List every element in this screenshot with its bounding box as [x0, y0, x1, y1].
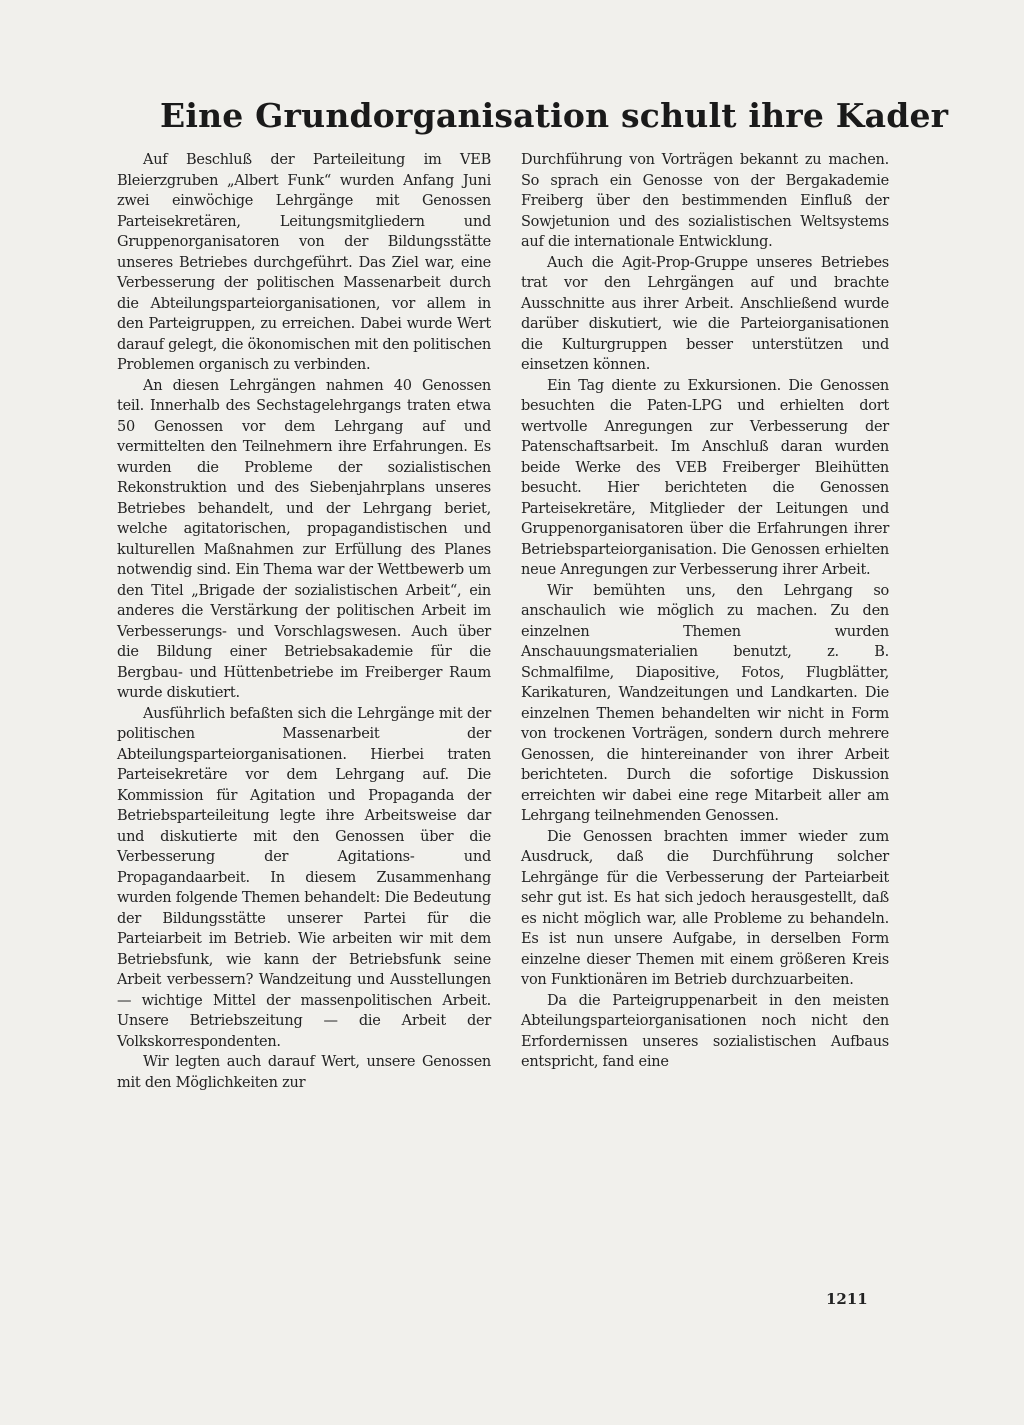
paragraph: Ausführlich befaßten sich die Lehrgänge mit der politischen Massenarbeit der Abteilungsparteiorganisationen. Hierbei traten Parteisekretäre vor dem Lehrgang auf. Die Kommission für Agitation und Propaganda der Betriebsparteileitung legte ihre Arbeitsweise dar und diskutierte mit den Genossen über die Verbesserung der Agitations- und Propagandaarbeit. In diesem Zusammenhang wurden folgende Themen behandelt: Die Bedeutung der Bildungsstätte unserer Partei für die Parteiarbeit im Betrieb. Wie arbeiten wir mit dem Betriebsfunk, wie kann der Betriebsfunk seine Arbeit verbessern? Wandzeitung und Ausstellungen — wichtige Mittel der massenpolitischen Arbeit. Unsere Betriebszeitung — die Arbeit der Volkskorrespondenten.	[117, 705, 491, 1050]
left-column	[117, 150, 491, 1093]
paragraph: Wir legten auch darauf Wert, unsere Genossen mit den Möglichkeiten zur	[117, 1054, 491, 1091]
article-title: Eine Grundorganisation schult ihre Kader	[160, 96, 949, 135]
paragraph: Ein Tag diente zu Exkursionen. Die Genossen besuchten die Paten-LPG und erhielten dort wertvolle Anregungen zur Verbesserung der Patenschaftsarbeit. Im Anschluß daran wurden beide Werke des VEB Freiberger Bleihütten besucht. Hier berichteten die Genossen Parteisekretäre, Mitglieder der Leitungen und Gruppenorganisatoren über die Erfahrungen ihrer Betriebsparteiorganisation. Die Genossen erhielten neue Anregungen zur Verbesserung ihrer Arbeit.	[521, 377, 889, 578]
paragraph: Auf Beschluß der Parteileitung im VEB Bleierzgruben „Albert Funk“ wurden Anfang Juni zwei einwöchige Lehrgänge mit Genossen Parteisekretären, Leitungsmitgliedern und Gruppenorganisatoren von der Bildungsstätte unseres Betriebes durchgeführt. Das Ziel war, eine Verbesserung der politischen Massenarbeit durch die Abteilungsparteiorganisationen, vor allem in den Parteigruppen, zu erreichen. Dabei wurde Wert darauf gelegt, die ökonomischen mit den politischen Problemen organisch zu verbinden.	[117, 152, 491, 373]
paragraph-continuation: Durchführung von Vorträgen bekannt zu machen. So sprach ein Genosse von der Bergakademie Freiberg über den bestimmenden Einfluß der Sowjetunion und des sozialistischen Weltsystems auf die internationale Entwicklung.	[521, 152, 889, 250]
right-column	[521, 150, 889, 1073]
paragraph: Da die Parteigruppenarbeit in den meisten Abteilungsparteiorganisationen noch nicht den Erfordernissen unseres sozialistischen Aufbaus entspricht, fand eine	[521, 992, 889, 1070]
page-number: 1211	[826, 1290, 868, 1308]
paragraph: Auch die Agit-Prop-Gruppe unseres Betriebes trat vor den Lehrgängen auf und brachte Ausschnitte aus ihrer Arbeit. Anschließend wurde darüber diskutiert, wie die Parteiorganisationen die Kulturgruppen besser unterstützen und einsetzen können.	[521, 254, 889, 373]
paragraph: An diesen Lehrgängen nahmen 40 Genossen teil. Innerhalb des Sechstagelehrgangs traten etwa 50 Genossen vor dem Lehrgang auf und vermittelten den Teilnehmern ihre Erfahrungen. Es wurden die Probleme der sozialistischen Rekonstruktion und des Siebenjahrplans unseres Betriebes behandelt, und der Lehrgang beriet, welche agitatorischen, propagandistischen und kulturellen Maßnahmen zur Erfüllung des Planes notwendig sind. Ein Thema war der Wettbewerb um den Titel „Brigade der sozialistischen Arbeit“, ein anderes die Verstärkung der politischen Arbeit im Verbesserungs- und Vorschlagswesen. Auch über die Bildung einer Betriebsakademie für die Bergbau- und Hüttenbetriebe im Freiberger Raum wurde diskutiert.	[117, 377, 491, 701]
paragraph: Wir bemühten uns, den Lehrgang so anschaulich wie möglich zu machen. Zu den einzelnen Themen wurden Anschauungsmaterialien benutzt, z. B. Schmalfilme, Diapositive, Fotos, Flugblätter, Karikaturen, Wandzeitungen und Landkarten. Die einzelnen Themen behandelten wir nicht in Form von trockenen Vorträgen, sondern durch mehrere Genossen, die hintereinander von ihrer Arbeit berichteten. Durch die sofortige Diskussion erreichten wir dabei eine rege Mitarbeit aller am Lehrgang teilnehmenden Genossen.	[521, 582, 889, 824]
paragraph: Die Genossen brachten immer wieder zum Ausdruck, daß die Durchführung solcher Lehrgänge für die Verbesserung der Parteiarbeit sehr gut ist. Es hat sich jedoch herausgestellt, daß es nicht möglich war, alle Probleme zu behandeln. Es ist nun unsere Aufgabe, in derselben Form einzelne dieser Themen mit einem größeren Kreis von Funktionären im Betrieb durchzuarbeiten.	[521, 828, 889, 988]
